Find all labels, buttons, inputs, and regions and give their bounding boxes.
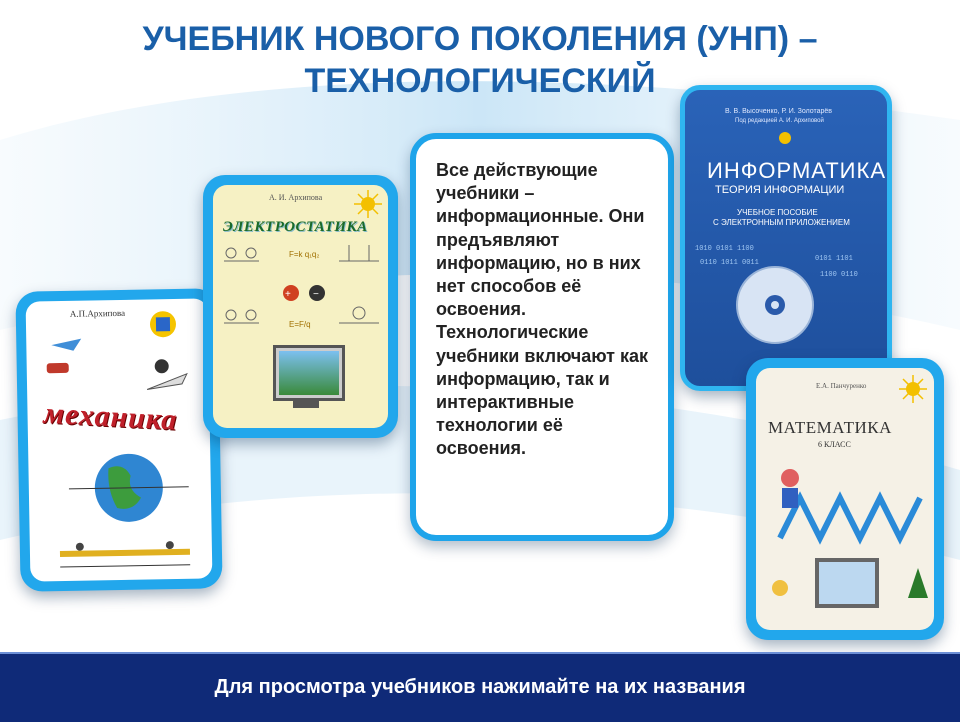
book-math[interactable] (746, 358, 944, 640)
svg-text:1100 0110: 1100 0110 (820, 271, 858, 279)
book-informatics-note-line1: УЧЕБНОЕ ПОСОБИЕ (737, 208, 818, 217)
book-electrostatics-title[interactable]: ЭЛЕКТРОСТАТИКА (223, 219, 368, 235)
book-cover-mechanics-icon (26, 298, 213, 581)
description-text: Все действующие учебники – информационные. Они предъявляют информацию, но в них нет способов её освоения. Технологические учебники включают как информацию, так и интерактивные технологии её освоения. (436, 160, 649, 459)
svg-text:1010 0101 1100: 1010 0101 1100 (695, 245, 754, 253)
slide-title-line1: УЧЕБНИК НОВОГО ПОКОЛЕНИЯ (УНП) – (142, 20, 818, 58)
slide-title-line2: ТЕХНОЛОГИЧЕСКИЙ (304, 62, 656, 100)
svg-text:0110 1011 0011: 0110 1011 0011 (700, 259, 759, 267)
book-cover-informatics-icon (680, 85, 892, 391)
svg-text:0101 1101: 0101 1101 (815, 255, 853, 263)
bottom-instruction-bar (0, 652, 960, 722)
book-mechanics[interactable] (15, 288, 222, 591)
book-mechanics-title[interactable]: механика (42, 396, 179, 437)
book-math-title[interactable]: МАТЕМАТИКА (768, 418, 892, 437)
book-math-author: Е.А. Панчуренко (816, 382, 867, 390)
svg-text:E=F/q: E=F/q (289, 320, 311, 329)
book-mechanics-author: А.П.Архипова (69, 307, 126, 319)
svg-text:+: + (285, 289, 291, 300)
book-cover-electrostatics-icon (213, 185, 388, 428)
svg-text:−: − (313, 289, 319, 300)
book-electrostatics-author: А. И. Архипова (269, 193, 323, 202)
svg-text:F=k q₁q₂: F=k q₁q₂ (289, 250, 320, 259)
book-math-grade: 6 КЛАСС (818, 440, 851, 449)
book-informatics[interactable] (680, 85, 892, 391)
book-electrostatics[interactable] (203, 175, 398, 438)
book-cover-math-icon (756, 368, 934, 630)
bottom-instruction-text: Для просмотра учебников нажимайте на их названия (214, 676, 746, 698)
book-informatics-subtitle: ТЕОРИЯ ИНФОРМАЦИИ (715, 184, 845, 196)
book-informatics-title[interactable]: ИНФОРМАТИКА (707, 158, 886, 183)
description-box (410, 133, 674, 541)
book-informatics-note-line2: С ЭЛЕКТРОННЫМ ПРИЛОЖЕНИЕМ (713, 218, 850, 227)
book-informatics-editor: Под редакцией А. И. Архиповой (735, 118, 824, 124)
book-informatics-authors: В. В. Высоченко, Р. И. Золотарёв (725, 108, 833, 115)
